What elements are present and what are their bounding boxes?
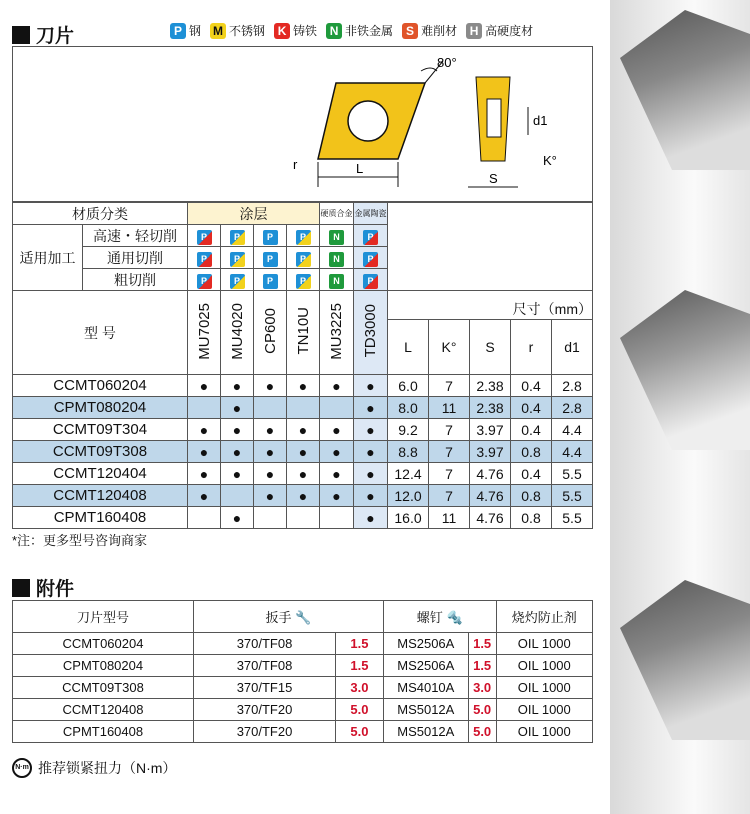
availability-dot: ● — [188, 375, 221, 397]
acc-screw: MS2506A — [383, 655, 468, 677]
grade-tn10u: TN10U — [294, 307, 312, 355]
table-row — [13, 441, 593, 463]
availability-dot: ● — [287, 485, 320, 507]
legend-m-icon: M — [210, 23, 226, 39]
availability-dot: ● — [221, 441, 254, 463]
availability-dot: ● — [354, 419, 388, 441]
dim-value: 7 — [429, 419, 470, 441]
section-title-accessory: 附件 — [12, 574, 74, 601]
availability-dot: ● — [254, 375, 287, 397]
insert-model: CCMT09T304 — [13, 419, 188, 441]
process-rough: 粗切削 — [83, 269, 188, 291]
dim-col-header: L — [388, 319, 429, 374]
acc-wrench: 370/TF15 — [194, 677, 336, 699]
grade-cp600: CP600 — [261, 308, 279, 354]
header-coating: 涂层 — [188, 203, 320, 225]
acc-t1: 5.0 — [336, 699, 384, 721]
tool-image-2 — [620, 290, 750, 450]
legend-n-icon: N — [326, 23, 342, 39]
acc-row — [13, 677, 593, 699]
dim-col-header: r — [511, 319, 552, 374]
dim-value: 8.8 — [388, 441, 429, 463]
dim-value: 5.5 — [552, 463, 593, 485]
table-row — [13, 419, 593, 441]
table-row — [13, 507, 593, 529]
availability-dot: ● — [254, 441, 287, 463]
availability-dot: ● — [320, 485, 354, 507]
legend-k-icon: K — [274, 23, 290, 39]
acc-row — [13, 633, 593, 655]
header-size: 尺寸（mm） — [512, 300, 592, 317]
dim-value: 0.4 — [511, 463, 552, 485]
insert-model: CPMT080204 — [13, 397, 188, 419]
acc-screw: MS5012A — [383, 699, 468, 721]
availability-dot: ● — [320, 419, 354, 441]
availability-dot — [188, 507, 221, 529]
table-row — [13, 485, 593, 507]
section-title-insert: 刀片 — [12, 21, 74, 48]
dim-value: 2.38 — [470, 397, 511, 419]
acc-t1: 3.0 — [336, 677, 384, 699]
availability-dot: ● — [188, 419, 221, 441]
insert-spec-table: 材质分类 涂层 硬质合金 金属陶瓷 适用加工 高速・轻切削 P P P P N P 通用切削 P P P P N P 粗切削 P P P P N P 型 号 MU7025 MU4020 CP600 TN10U MU3225 TD3000 尺寸（mm） L K° S r d1 CCMT060204 ● ● ● ● ● ● 6.0 7 2.38 0.4 2.8 CPMT080204 ● ● 8.0 11 2.38 0.4 2.8 CCMT09T304 ● ● ● ● ● ● 9.2 7 3.97 0.4 4.4 CCMT09T308 ● ● ● ● ● ● 8.8 7 3.97 0.8 4.4 CCMT120404 ● ● ● ● ● ● 12.4 7 4.76 0.4 5.5 CCMT120408 ● ● ● ● ● 12.0 7 4.76 0.8 5.5 CPMT160408 ● ● 16.0 11 4.76 0.8 5.5 — [12, 202, 593, 529]
availability-dot — [287, 507, 320, 529]
availability-dot: ● — [354, 485, 388, 507]
torque-note: N·m 推荐锁紧扭力（N·m） — [12, 758, 176, 778]
availability-dot: ● — [221, 419, 254, 441]
insert-model: CCMT120408 — [13, 485, 188, 507]
dim-col-header: K° — [429, 319, 470, 374]
acc-header-insert: 刀片型号 — [13, 601, 194, 633]
wrench-icon: 🔧 — [295, 610, 312, 625]
legend-label: 不锈钢 — [229, 24, 266, 38]
dim-value: 8.0 — [388, 397, 429, 419]
insert-model: CCMT120404 — [13, 463, 188, 485]
legend-label: 非铁金属 — [345, 24, 394, 38]
dim-value: 16.0 — [388, 507, 429, 529]
acc-t1: 1.5 — [336, 633, 384, 655]
process-light: 高速・轻切削 — [83, 225, 188, 247]
header-material: 材质分类 — [13, 203, 188, 225]
screw-icon: 🔩 — [446, 610, 463, 625]
dim-col-header: d1 — [552, 319, 593, 374]
insert-model: CPMT160408 — [13, 507, 188, 529]
availability-dot: ● — [221, 397, 254, 419]
availability-dot: ● — [287, 463, 320, 485]
acc-header-wrench: 扳手 — [265, 610, 292, 625]
acc-oil: OIL 1000 — [496, 721, 592, 743]
acc-insert: CPMT160408 — [13, 721, 194, 743]
acc-header-screw: 螺钉 — [416, 610, 443, 625]
acc-screw: MS5012A — [383, 721, 468, 743]
dim-value: 0.4 — [511, 397, 552, 419]
availability-dot: ● — [354, 375, 388, 397]
availability-dot: ● — [320, 375, 354, 397]
acc-wrench: 370/TF08 — [194, 655, 336, 677]
dim-value: 12.4 — [388, 463, 429, 485]
availability-dot: ● — [221, 375, 254, 397]
availability-dot: ● — [254, 419, 287, 441]
acc-t1: 5.0 — [336, 721, 384, 743]
acc-insert: CCMT09T308 — [13, 677, 194, 699]
header-cermet: 金属陶瓷 — [354, 203, 388, 225]
grade-mu3225: MU3225 — [328, 302, 345, 360]
availability-dot: ● — [354, 441, 388, 463]
acc-t2: 5.0 — [468, 699, 496, 721]
dim-value: 2.8 — [552, 397, 593, 419]
acc-row — [13, 655, 593, 677]
header-process: 适用加工 — [13, 225, 83, 291]
dim-value: 11 — [429, 507, 470, 529]
tool-image-1 — [620, 10, 750, 170]
availability-dot: ● — [188, 441, 221, 463]
angle-label: 80° — [437, 55, 457, 70]
insert-diagram — [12, 46, 593, 202]
legend-p-icon: P — [170, 23, 186, 39]
availability-dot — [320, 507, 354, 529]
dim-value: 7 — [429, 441, 470, 463]
dim-value: 2.8 — [552, 375, 593, 397]
availability-dot: ● — [320, 441, 354, 463]
availability-dot — [221, 485, 254, 507]
torque-icon: N·m — [12, 758, 32, 778]
dim-value: 3.97 — [470, 441, 511, 463]
acc-insert: CCMT060204 — [13, 633, 194, 655]
process-general: 通用切削 — [83, 247, 188, 269]
dim-S-label: S — [489, 171, 498, 186]
table-row — [13, 375, 593, 397]
acc-wrench: 370/TF20 — [194, 721, 336, 743]
availability-dot: ● — [354, 397, 388, 419]
availability-dot — [254, 397, 287, 419]
availability-dot: ● — [354, 463, 388, 485]
dim-value: 9.2 — [388, 419, 429, 441]
availability-dot: ● — [221, 507, 254, 529]
availability-dot: ● — [320, 463, 354, 485]
acc-t2: 5.0 — [468, 721, 496, 743]
dim-value: 4.4 — [552, 419, 593, 441]
acc-oil: OIL 1000 — [496, 699, 592, 721]
legend-label: 铸铁 — [293, 24, 318, 38]
acc-header-grease: 烧灼防止剂 — [511, 610, 577, 625]
dim-value: 3.97 — [470, 419, 511, 441]
acc-oil: OIL 1000 — [496, 655, 592, 677]
legend-label: 难削材 — [421, 24, 458, 38]
dim-value: 0.8 — [511, 485, 552, 507]
dim-value: 12.0 — [388, 485, 429, 507]
acc-screw: MS4010A — [383, 677, 468, 699]
acc-row — [13, 699, 593, 721]
tool-image-3 — [620, 580, 750, 740]
dim-col-header: S — [470, 319, 511, 374]
acc-t1: 1.5 — [336, 655, 384, 677]
dim-r-label: r — [293, 157, 298, 172]
acc-row — [13, 721, 593, 743]
dim-value: 4.76 — [470, 507, 511, 529]
insert-model: CCMT060204 — [13, 375, 188, 397]
availability-dot — [287, 397, 320, 419]
header-hard-alloy: 硬质合金 — [320, 203, 354, 225]
availability-dot: ● — [254, 463, 287, 485]
acc-t2: 3.0 — [468, 677, 496, 699]
legend-label: 钢 — [189, 24, 202, 38]
grade-td3000: TD3000 — [362, 304, 379, 358]
availability-dot: ● — [354, 507, 388, 529]
dim-value: 11 — [429, 397, 470, 419]
legend-h-icon: H — [466, 23, 482, 39]
dim-value: 0.4 — [511, 375, 552, 397]
legend-s-icon: S — [402, 23, 418, 39]
availability-dot: ● — [188, 463, 221, 485]
dim-value: 2.38 — [470, 375, 511, 397]
dim-d1-label: d1 — [533, 113, 548, 128]
acc-t2: 1.5 — [468, 633, 496, 655]
dim-value: 0.8 — [511, 441, 552, 463]
acc-t2: 1.5 — [468, 655, 496, 677]
footnote: *注：更多型号咨询商家 — [12, 533, 148, 548]
insert-model: CCMT09T308 — [13, 441, 188, 463]
dim-value: 0.4 — [511, 419, 552, 441]
table-row — [13, 463, 593, 485]
dim-value: 0.8 — [511, 507, 552, 529]
dim-value: 5.5 — [552, 507, 593, 529]
acc-wrench: 370/TF20 — [194, 699, 336, 721]
dim-value: 5.5 — [552, 485, 593, 507]
availability-dot: ● — [254, 485, 287, 507]
grade-mu7025: MU7025 — [195, 302, 213, 360]
availability-dot — [188, 397, 221, 419]
accessory-table — [12, 600, 593, 743]
header-model: 型 号 — [13, 291, 188, 375]
product-photo-strip — [610, 0, 750, 814]
availability-dot: ● — [221, 463, 254, 485]
dim-value: 4.76 — [470, 485, 511, 507]
availability-dot: ● — [287, 441, 320, 463]
insert-drawing — [13, 47, 594, 203]
grade-mu4020: MU4020 — [228, 302, 246, 360]
dim-value: 4.76 — [470, 463, 511, 485]
dim-value: 7 — [429, 375, 470, 397]
material-legend — [164, 22, 533, 39]
table-row — [13, 397, 593, 419]
dim-value: 4.4 — [552, 441, 593, 463]
dim-value: 7 — [429, 463, 470, 485]
dim-L-label: L — [356, 161, 364, 176]
acc-oil: OIL 1000 — [496, 633, 592, 655]
dim-K-label: K° — [543, 153, 557, 168]
acc-screw: MS2506A — [383, 633, 468, 655]
legend-label: 高硬度材 — [485, 24, 534, 38]
availability-dot: ● — [287, 375, 320, 397]
acc-wrench: 370/TF08 — [194, 633, 336, 655]
availability-dot — [254, 507, 287, 529]
acc-oil: OIL 1000 — [496, 677, 592, 699]
dim-value: 7 — [429, 485, 470, 507]
acc-insert: CPMT080204 — [13, 655, 194, 677]
availability-dot — [320, 397, 354, 419]
availability-dot: ● — [188, 485, 221, 507]
availability-dot: ● — [287, 419, 320, 441]
acc-insert: CCMT120408 — [13, 699, 194, 721]
dim-value: 6.0 — [388, 375, 429, 397]
